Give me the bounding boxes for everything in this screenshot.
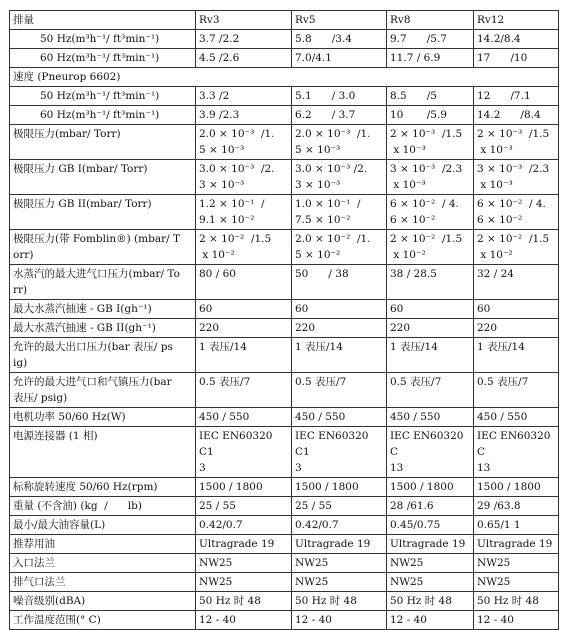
value-cell: Ultragrade 19	[292, 535, 387, 554]
value-cell: 1500 / 1800	[387, 478, 474, 497]
row-label: 工作温度范围(° C)	[10, 611, 196, 630]
value-cell: 0.42/0.7	[292, 516, 387, 535]
row-label: 电机功率 50/60 Hz(W)	[10, 408, 196, 427]
value-cell: Ultragrade 19	[196, 535, 292, 554]
table-row	[10, 592, 559, 611]
value-cell: 14.2 /8.4	[474, 106, 559, 125]
value-cell: 220	[292, 319, 387, 338]
row-label: 电源连接器 (1 相)	[10, 427, 196, 478]
table-row	[10, 300, 559, 319]
value-cell: 2 × 10⁻³ /1.5 x 10⁻³	[474, 125, 559, 160]
value-cell: 50 Hz 时 48	[474, 592, 559, 611]
value-cell: 450 / 550	[387, 408, 474, 427]
value-cell: 450 / 550	[196, 408, 292, 427]
value-cell: 1 表压/14	[474, 338, 559, 373]
value-cell: 50 Hz 时 48	[387, 592, 474, 611]
row-label: 排量	[10, 11, 196, 30]
value-cell: 12 - 40	[474, 611, 559, 630]
table-row	[10, 265, 559, 300]
value-cell: IEC EN60320 C 13	[474, 427, 559, 478]
value-cell: 12 - 40	[387, 611, 474, 630]
table-row	[10, 338, 559, 373]
value-cell: 0.5 表压/7	[474, 373, 559, 408]
value-cell: 220	[474, 319, 559, 338]
value-cell: 2.0 × 10⁻³ /1. 5 × 10⁻³	[196, 125, 292, 160]
value-cell: 5.8 /3.4	[292, 30, 387, 49]
value-cell: 1500 / 1800	[292, 478, 387, 497]
value-cell: NW25	[387, 573, 474, 592]
value-cell: 10 /5.9	[387, 106, 474, 125]
value-cell: 8.5 /5	[387, 87, 474, 106]
value-cell: NW25	[292, 554, 387, 573]
table-row	[10, 573, 559, 592]
value-cell: 38 / 28.5	[387, 265, 474, 300]
value-cell: 80 / 60	[196, 265, 292, 300]
value-cell: 5.1 / 3.0	[292, 87, 387, 106]
value-cell: 0.65/1 1	[474, 516, 559, 535]
value-cell: 3.9 /2.3	[196, 106, 292, 125]
row-label: 极限压力 GB II(mbar/ Torr)	[10, 195, 196, 230]
value-cell: IEC EN60320 C 13	[387, 427, 474, 478]
value-cell: 2.0 × 10⁻³ /1. 5 × 10⁻³	[292, 125, 387, 160]
value-cell: 3.0 × 10⁻³ /2. 3 × 10⁻³	[292, 160, 387, 195]
value-cell: NW25	[196, 573, 292, 592]
value-cell: 2.0 × 10⁻² /1. 5 × 10⁻²	[292, 230, 387, 265]
table-row	[10, 497, 559, 516]
row-label: 允许的最大进气口和气镇压力(bar 表压/ psig)	[10, 373, 196, 408]
table-row	[10, 408, 559, 427]
value-cell: 29 /63.8	[474, 497, 559, 516]
specification-table	[9, 10, 559, 630]
table-row	[10, 478, 559, 497]
value-cell: 1500 / 1800	[474, 478, 559, 497]
value-cell: 450 / 550	[292, 408, 387, 427]
value-cell: 11.7 / 6.9	[387, 49, 474, 68]
value-cell: 0.5 表压/7	[387, 373, 474, 408]
row-label: 60 Hz(m³h⁻¹/ ft³min⁻¹)	[10, 106, 196, 125]
row-label: 极限压力 GB I(mbar/ Torr)	[10, 160, 196, 195]
specification-table-body	[10, 11, 559, 630]
table-row	[10, 87, 559, 106]
value-cell: 220	[387, 319, 474, 338]
row-label: 允许的最大出口压力(bar 表压/ ps ig)	[10, 338, 196, 373]
table-row	[10, 230, 559, 265]
row-label: 最大水蒸汽抽速 - GB I(gh⁻¹)	[10, 300, 196, 319]
value-cell: NW25	[474, 554, 559, 573]
value-cell: Ultragrade 19	[387, 535, 474, 554]
value-cell: 7.0/4.1	[292, 49, 387, 68]
row-label: 速度 (Pneurop 6602)	[10, 68, 559, 87]
value-cell: 14.2/8.4	[474, 30, 559, 49]
value-cell: 12 /7.1	[474, 87, 559, 106]
value-cell: 2 × 10⁻² /1.5 x 10⁻²	[474, 230, 559, 265]
value-cell: 25 / 55	[292, 497, 387, 516]
value-cell: 25 / 55	[196, 497, 292, 516]
value-cell: Rv3	[196, 11, 292, 30]
table-row	[10, 516, 559, 535]
value-cell: 50 Hz 时 48	[196, 592, 292, 611]
table-row	[10, 30, 559, 49]
table-row	[10, 535, 559, 554]
value-cell: 1500 / 1800	[196, 478, 292, 497]
value-cell: 0.5 表压/7	[292, 373, 387, 408]
table-row	[10, 611, 559, 630]
value-cell: 17 /10	[474, 49, 559, 68]
table-row	[10, 195, 559, 230]
table-row	[10, 125, 559, 160]
value-cell: 2 × 10⁻³ /1.5 x 10⁻³	[387, 125, 474, 160]
value-cell: 60	[474, 300, 559, 319]
value-cell: 6.2 / 3.7	[292, 106, 387, 125]
table-row	[10, 319, 559, 338]
value-cell: 4.5 /2.6	[196, 49, 292, 68]
table-row	[10, 427, 559, 478]
value-cell: 12 - 40	[292, 611, 387, 630]
value-cell: 3.3 /2	[196, 87, 292, 106]
value-cell: 2 × 10⁻² /1.5 x 10⁻²	[196, 230, 292, 265]
value-cell: IEC EN60320 C1 3	[292, 427, 387, 478]
value-cell: 60	[196, 300, 292, 319]
value-cell: 220	[196, 319, 292, 338]
row-label: 60 Hz(m³h⁻¹/ ft³min⁻¹)	[10, 49, 196, 68]
value-cell: 2 × 10⁻² /1.5 x 10⁻²	[387, 230, 474, 265]
table-row	[10, 68, 559, 87]
value-cell: Rv12	[474, 11, 559, 30]
row-label: 50 Hz(m³h⁻¹/ ft³min⁻¹)	[10, 87, 196, 106]
table-row	[10, 106, 559, 125]
table-row	[10, 373, 559, 408]
row-label: 最小/最大油容量(L)	[10, 516, 196, 535]
value-cell: 60	[387, 300, 474, 319]
value-cell: 6 × 10⁻² / 4. 6 × 10⁻²	[387, 195, 474, 230]
value-cell: 0.42/0.7	[196, 516, 292, 535]
value-cell: 1 表压/14	[387, 338, 474, 373]
value-cell: 3 × 10⁻³ /2.3 x 10⁻³	[474, 160, 559, 195]
value-cell: 450 / 550	[474, 408, 559, 427]
row-label: 50 Hz(m³h⁻¹/ ft³min⁻¹)	[10, 30, 196, 49]
row-label: 入口法兰	[10, 554, 196, 573]
table-row	[10, 554, 559, 573]
value-cell: IEC EN60320 C1 3	[196, 427, 292, 478]
value-cell: 1 表压/14	[292, 338, 387, 373]
value-cell: 50 Hz 时 48	[292, 592, 387, 611]
value-cell: Rv8	[387, 11, 474, 30]
value-cell: 12 - 40	[196, 611, 292, 630]
value-cell: NW25	[474, 573, 559, 592]
value-cell: 3.0 × 10⁻³ /2. 3 × 10⁻³	[196, 160, 292, 195]
value-cell: 1 表压/14	[196, 338, 292, 373]
row-label: 推荐用油	[10, 535, 196, 554]
row-label: 标称旋转速度 50/60 Hz(rpm)	[10, 478, 196, 497]
value-cell: Rv5	[292, 11, 387, 30]
table-row	[10, 11, 559, 30]
row-label: 极限压力(带 Fomblin®) (mbar/ T orr)	[10, 230, 196, 265]
row-label: 重量 (不含油) (kg / lb)	[10, 497, 196, 516]
value-cell: 3 × 10⁻³ /2.3 x 10⁻³	[387, 160, 474, 195]
value-cell: 60	[292, 300, 387, 319]
value-cell: Ultragrade 19	[474, 535, 559, 554]
row-label: 最大水蒸汽抽速 - GB II(gh⁻¹)	[10, 319, 196, 338]
value-cell: NW25	[387, 554, 474, 573]
row-label: 排气口法兰	[10, 573, 196, 592]
value-cell: 50 / 38	[292, 265, 387, 300]
row-label: 噪音级别(dBA)	[10, 592, 196, 611]
value-cell: 3.7 /2.2	[196, 30, 292, 49]
value-cell: 0.5 表压/7	[196, 373, 292, 408]
value-cell: 28 /61.6	[387, 497, 474, 516]
table-row	[10, 49, 559, 68]
row-label: 极限压力(mbar/ Torr)	[10, 125, 196, 160]
table-row	[10, 160, 559, 195]
value-cell: 32 / 24	[474, 265, 559, 300]
value-cell: 1.0 × 10⁻¹ / 7.5 × 10⁻²	[292, 195, 387, 230]
value-cell: 1.2 × 10⁻¹ / 9.1 × 10⁻²	[196, 195, 292, 230]
value-cell: 6 × 10⁻² / 4. 6 × 10⁻²	[474, 195, 559, 230]
value-cell: NW25	[196, 554, 292, 573]
row-label: 水蒸汽的最大进气口压力(mbar/ To rr)	[10, 265, 196, 300]
value-cell: 0.45/0.75	[387, 516, 474, 535]
value-cell: 9.7 /5.7	[387, 30, 474, 49]
value-cell: NW25	[292, 573, 387, 592]
